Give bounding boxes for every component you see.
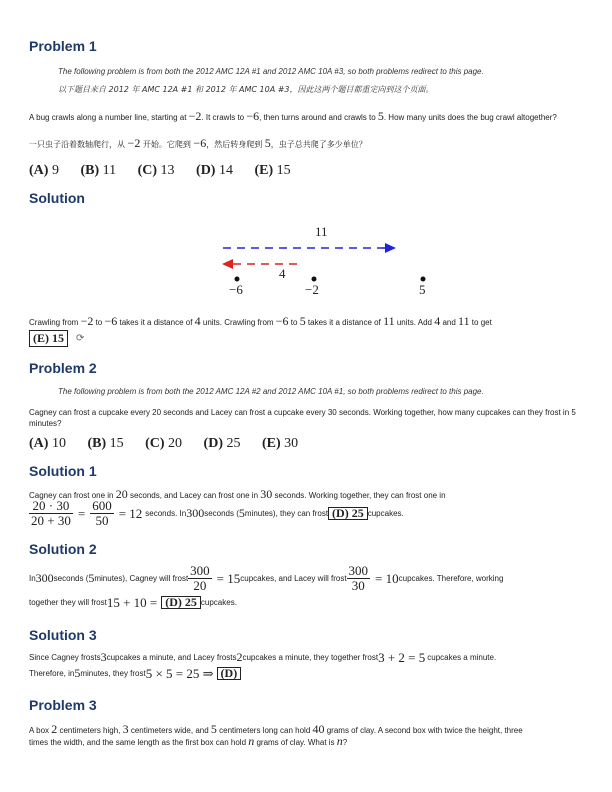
problem-3-text: A box 2 centimeters high, 3 centimeters wide, and 5 centimeters long can hold 40 grams of clay. A second box with twice the height, three times the width, and the same length as the first box can hold n grams of clay. What is n? <box>29 722 523 748</box>
choice-d: (D) 25 <box>203 436 241 451</box>
choice-a: (A) 10 <box>29 436 66 451</box>
label-4: 4 <box>279 266 286 281</box>
solution-1-equation: $\frac{20 \cdot 30}{20 + 30}$ = $\frac{600}{50}$ = 12 seconds. In 300 seconds ( 5 minutes), they can frost (D) 25 cupcakes. <box>31 498 404 528</box>
problem-2-heading: Problem 2 <box>29 360 97 376</box>
short-arrow-head <box>222 259 233 269</box>
fraction-600-over-50: $\frac{600}{50}$ <box>92 498 112 528</box>
problem-2-redirect-note: The following problem is from both the 2012 AMC 12A #2 and 2012 AMC 10A #1, so both problems redirect to this page. <box>58 387 484 396</box>
problem-2-choices <box>29 436 316 452</box>
problem-1-heading: Problem 1 <box>29 38 97 54</box>
solution-3-line-1: Since Cagney frosts 3 cupcakes a minute, and Lacey frosts 2 cupcakes a minute, they together frost 3 + 2 = 5 cupcakes a minute. <box>29 650 497 665</box>
solution-heading: Solution <box>29 190 85 206</box>
solution-1-heading: Solution 1 <box>29 463 97 479</box>
solution-answer-row <box>29 330 84 347</box>
point-neg6 <box>235 277 240 282</box>
point-5 <box>421 277 426 282</box>
answer-box: (D) 25 <box>328 507 368 520</box>
problem-1-redirect-note-cn: 以下题目来自 2012 年 AMC 12A #1 和 2012 年 AMC 10A #3，因此这两个题目都重定向到这个页面。 <box>58 85 434 94</box>
problem-1-text: A bug crawls along a number line, starting at −2. It crawls to −6, then turns around and crawls to 5. How many units does the bug crawl altogether? <box>29 109 557 123</box>
fraction-300-over-20: $\frac{300}{20}$ <box>190 563 210 593</box>
solution-3-line-2: Therefore, in 5 minutes, they frost 5 × 5 = 25 ⇒ (D) <box>29 667 241 680</box>
solution-2-line-1: In 300 seconds ( 5 minutes), Cagney will frost $\frac{300}{20}$ = 15 cupcakes, and Lacey will frost $\frac{300}{30}$ = 10 cupcakes. Therefore, working <box>29 563 504 593</box>
copy-icon[interactable]: ⟳ <box>76 333 85 344</box>
solution-2-heading: Solution 2 <box>29 541 97 557</box>
choice-d: (D) 14 <box>196 163 233 178</box>
answer-box: (D) <box>217 667 242 680</box>
label-11: 11 <box>315 224 328 239</box>
number-line-diagram <box>209 220 439 300</box>
choice-c: (C) 20 <box>145 436 183 451</box>
solution-text: Crawling from −2 to −6 takes it a distance of 4 units. Crawling from −6 to 5 takes it a distance of 11 units. Add 4 and 11 to get <box>29 314 492 328</box>
tick-5: 5 <box>419 282 426 297</box>
problem-1-text-cn: 一只虫子沿着数轴爬行，从 −2 开始。它爬到 −6，然后转身爬到 5，虫子总共爬了多少单位？ <box>29 136 367 150</box>
choice-b: (B) 15 <box>87 436 124 451</box>
choice-b: (B) 11 <box>80 163 117 178</box>
fraction-product-over-sum: $\frac{20 \cdot 30}{20 + 30}$ <box>31 498 71 528</box>
answer-box: (D) 25 <box>161 596 201 609</box>
problem-3-heading: Problem 3 <box>29 697 97 713</box>
solution-1-text: Cagney can frost one in 20 seconds, and Lacey can frost one in 30 seconds. Working together, they can frost one in <box>29 487 446 501</box>
solution-2-line-2: together they will frost 15 + 10 = (D) 25 cupcakes. <box>29 595 237 610</box>
problem-1-choices <box>29 163 309 179</box>
answer-box: (E) 15 <box>29 330 68 347</box>
tick-neg6: −6 <box>229 282 243 297</box>
choice-a: (A) 9 <box>29 163 59 178</box>
point-neg2 <box>312 277 317 282</box>
problem-1-redirect-note: The following problem is from both the 2012 AMC 12A #1 and 2012 AMC 10A #3, so both problems redirect to this page. <box>58 67 484 76</box>
long-arrow-head <box>385 243 396 253</box>
choice-e: (E) 30 <box>261 436 299 451</box>
choice-c: (C) 13 <box>137 163 175 178</box>
solution-3-heading: Solution 3 <box>29 627 97 643</box>
choice-e: (E) 15 <box>254 163 291 178</box>
tick-neg2: −2 <box>305 282 319 297</box>
fraction-300-over-30: $\frac{300}{30}$ <box>348 563 369 593</box>
problem-2-text: Cagney can frost a cupcake every 20 seconds and Lacey can frost a cupcake every 30 seconds. Working together, how many cupcakes can they frost in 5 minutes? <box>29 408 576 428</box>
